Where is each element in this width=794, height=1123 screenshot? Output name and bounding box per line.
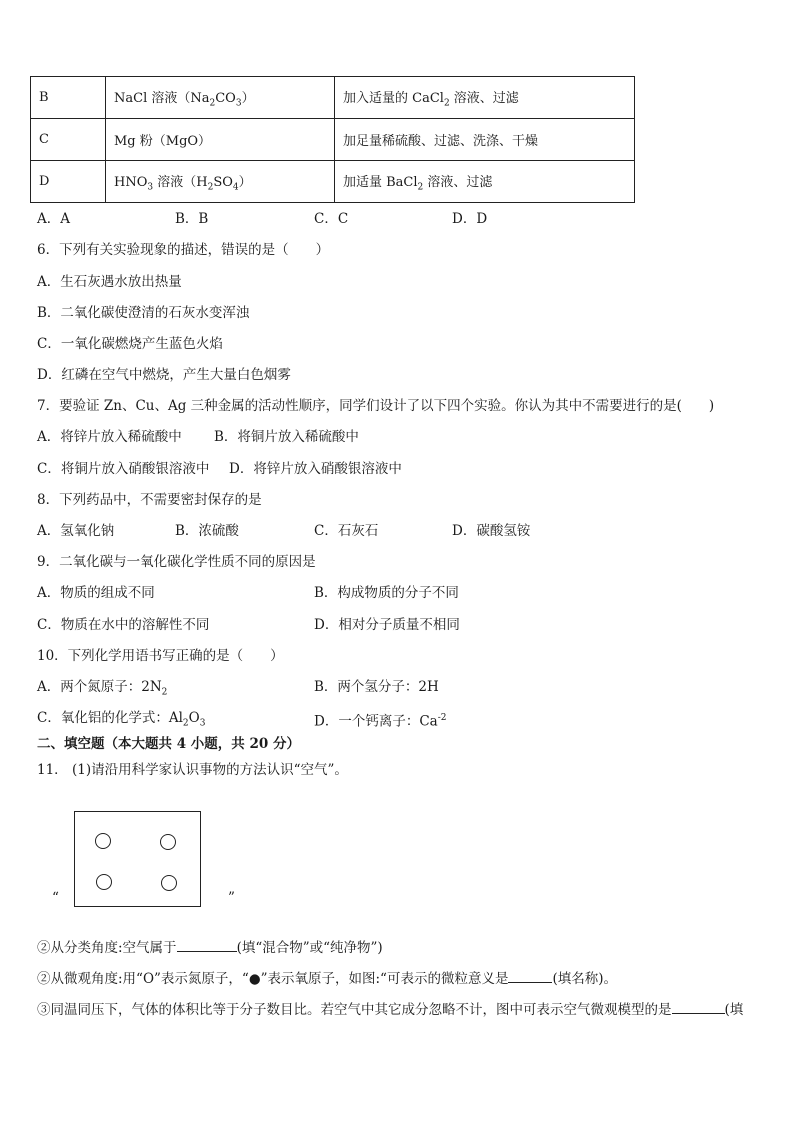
q9-option-d: D．相对分子质量不相同 [314,617,460,633]
table-cell-method: 加适量 BaCl$_2$ 溶液、过滤 [335,161,635,203]
circle-icon [96,874,112,890]
q11-line-2: ②从微观角度:用“O”表示氮原子，“●”表示氧原子，如图:“可表示的微粒意义是 (填名称)。 [37,968,617,988]
answer-blank[interactable] [177,937,237,952]
table-cell-label: D [31,161,106,203]
q8-option-b: B．浓硫酸 [175,523,239,539]
table-cell-method: 加入适量的 CaCl$_2$ 溶液、过滤 [335,77,635,119]
q10-option-a: A．两个氮原子：$2N_2$ [37,679,168,698]
q9-option-b: B．构成物质的分子不同 [314,585,459,601]
table-cell-reagent: Mg 粉（MgO） [106,119,335,161]
q7-stem: 7．要验证 Zn、Cu、Ag 三种金属的活动性顺序，同学们设计了以下四个实验。你认为其中不需要进行的是( ) [37,398,715,414]
q10-option-c: C．氧化铝的化学式：$Al_2O_3$ [37,710,206,729]
quote-left: “ [52,890,59,906]
q6-option-c: C．一氧化碳燃烧产生蓝色火焰 [37,336,223,352]
q7-option-d: D．将锌片放入硝酸银溶液中 [229,461,402,477]
q8-stem: 8．下列药品中，不需要密封保存的是 [37,492,262,508]
molecule-diagram [74,811,201,907]
q9-stem: 9．二氧化碳与一氧化碳化学性质不同的原因是 [37,554,316,570]
answer-blank[interactable] [672,999,725,1014]
q10-stem: 10．下列化学用语书写正确的是（ ） [37,648,284,664]
table-row [31,161,635,203]
table-cell-reagent: $HNO_3$ 溶液$(H_2SO_4)$ [106,161,335,203]
circle-icon [161,875,177,891]
q6-stem: 6．下列有关实验现象的描述，错误的是（ ） [37,242,330,258]
q5-option-c: C．C [314,211,349,227]
q11-stem: 11． (1)请沿用科学家认识事物的方法认识“空气”。 [37,762,348,778]
answer-blank[interactable] [508,968,552,983]
table-cell-label: C [31,119,106,161]
q5-option-d: D．D [452,211,488,227]
table-row [31,77,635,119]
table-cell-label: B [31,77,106,119]
section-heading: 二、填空题（本大题共 4 小题，共 20 分） [37,736,300,752]
q9-option-c: C．物质在水中的溶解性不同 [37,617,210,633]
q6-option-a: A．生石灰遇水放出热量 [37,274,182,290]
q11-line-3: ③同温同压下，气体的体积比等于分子数目比。若空气中其它成分忽略不计，图中可表示空气微观模型的是 (填 [37,999,743,1019]
table-cell-reagent: NaCl 溶液$(Na_2CO_3)$ [106,77,335,119]
q11-line-1: ②从分类角度:空气属于 (填“混合物”或“纯净物”) [37,937,383,957]
q6-option-d: D．红磷在空气中燃烧，产生大量白色烟雾 [37,367,291,383]
q8-option-c: C．石灰石 [314,523,379,539]
q5-option-b: B．B [175,211,209,227]
table-cell-method: 加足量稀硫酸、过滤、洗涤、干燥 [335,119,635,161]
q9-option-a: A．物质的组成不同 [37,585,155,601]
circle-icon [160,834,176,850]
options-table [30,76,635,203]
q7-option-b: B．将铜片放入稀硫酸中 [214,429,359,445]
q8-option-d: D．碳酸氢铵 [452,523,531,539]
q7-option-a: A．将锌片放入稀硫酸中 [37,429,182,445]
q10-option-b: B．两个氢分子：2H [314,679,439,695]
q8-option-a: A．氢氧化钠 [37,523,115,539]
q10-option-d: D．一个钙离子：$Ca^{-2}$ [314,713,447,730]
q6-option-b: B．二氧化碳使澄清的石灰水变浑浊 [37,305,250,321]
q7-option-c: C．将铜片放入硝酸银溶液中 [37,461,210,477]
circle-icon [95,833,111,849]
table-row [31,119,635,161]
quote-right: ” [228,890,235,906]
q5-option-a: A．A [37,211,70,227]
